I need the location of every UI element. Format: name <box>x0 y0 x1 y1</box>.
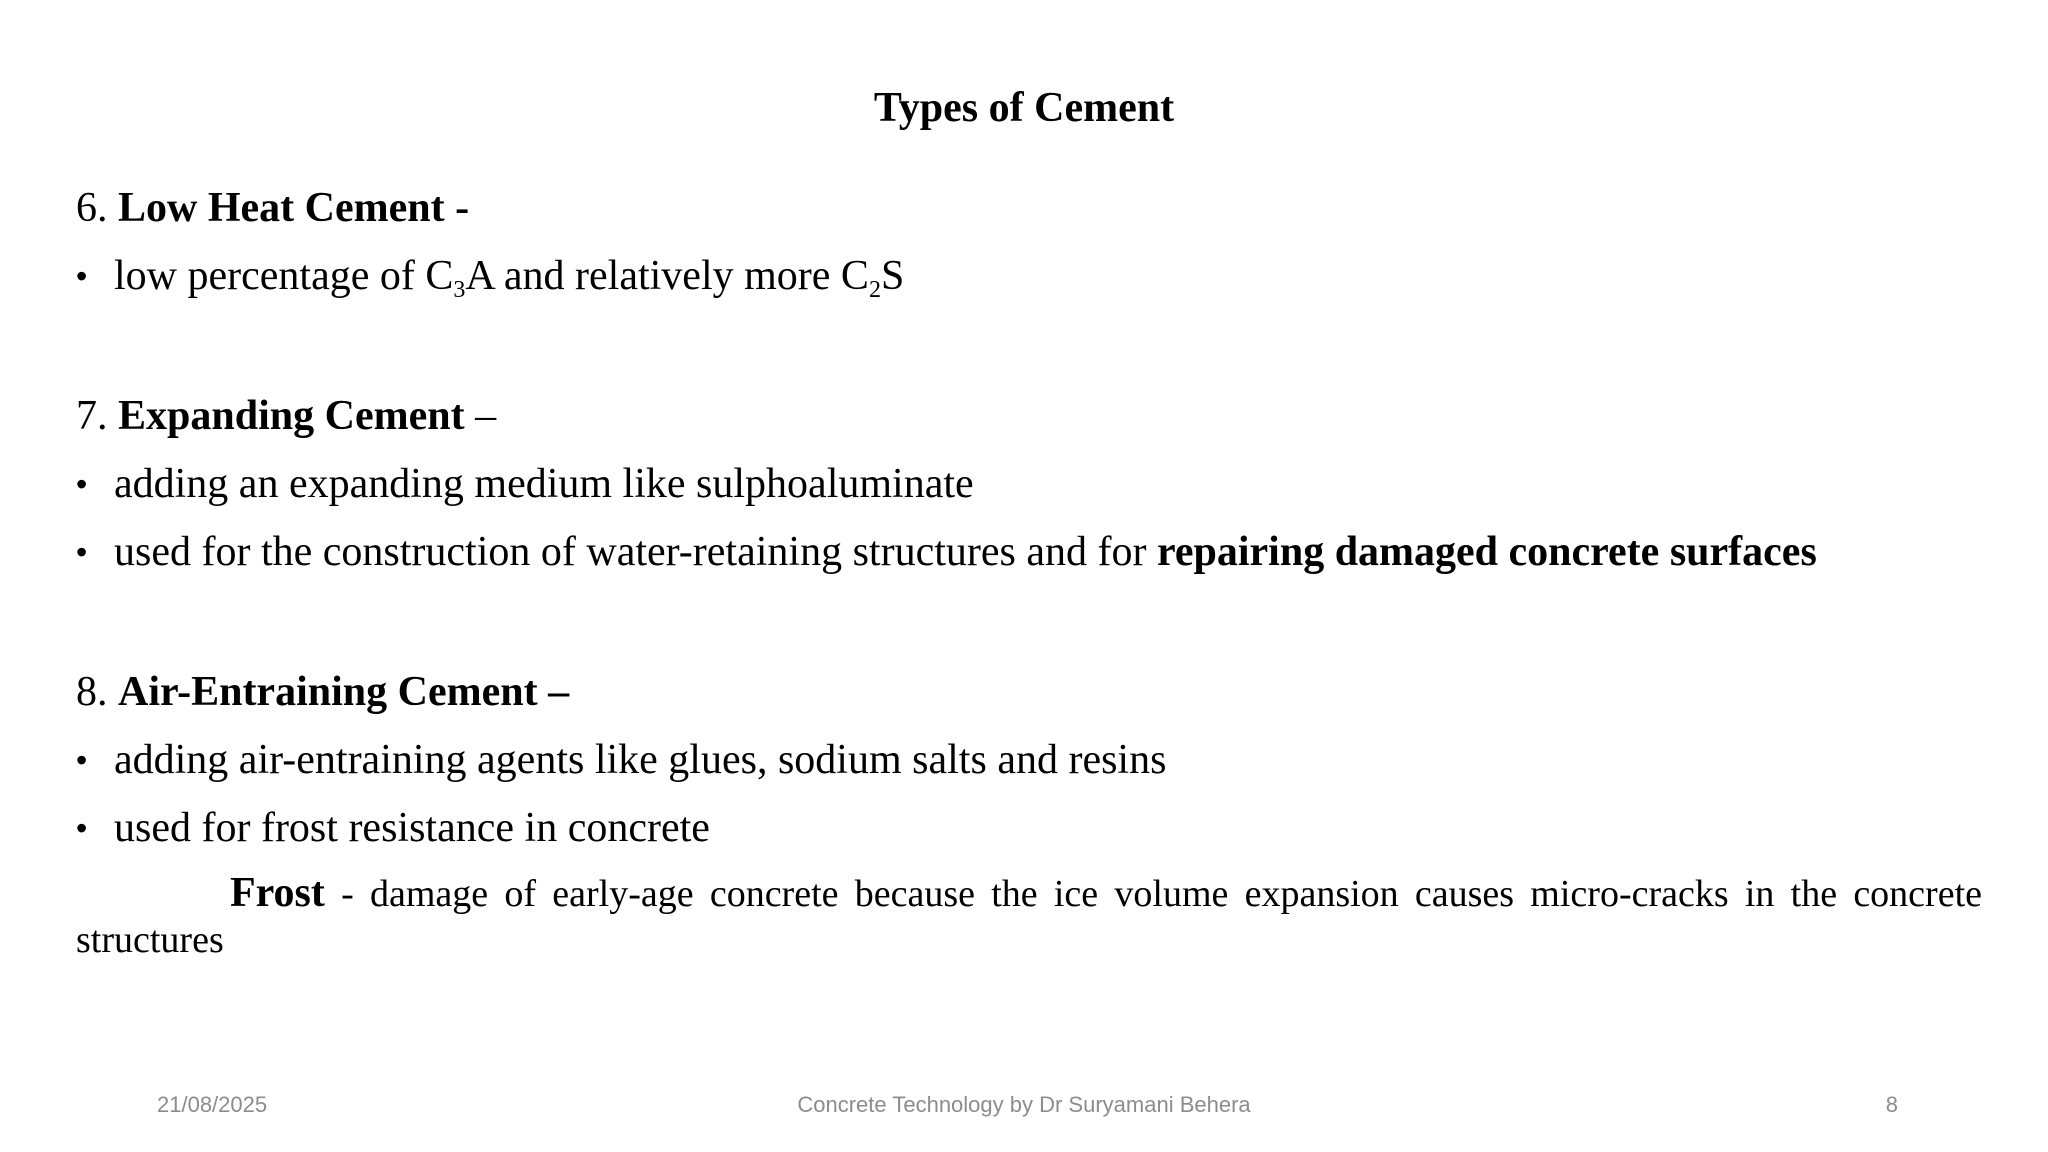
bullet-icon: • <box>76 742 88 778</box>
bullet-text: used for the construction of water-retaining structures and for <box>114 529 1157 575</box>
frost-definition-text: - damage of early-age concrete because the ice volume expansion causes micro-cracks in the concrete structures <box>76 873 1982 961</box>
bullet-text: low percentage of $C_3A$ and relatively more $C_2S$ <box>114 253 905 303</box>
bullet-text: adding an expanding medium like sulphoaluminate <box>114 461 974 507</box>
footer-date: 21/08/2025 <box>157 1092 268 1117</box>
footer-title: Concrete Technology by Dr Suryamani Behera <box>797 1092 1251 1117</box>
subscript: 3 <box>453 277 466 303</box>
bullet-emphasis: repairing damaged concrete surfaces <box>1156 529 1817 575</box>
section-heading-low-heat-cement <box>76 180 1982 236</box>
bullet-icon: • <box>76 810 88 846</box>
slide-title: Types of Cement <box>873 85 1175 131</box>
frost-definition <box>76 870 1982 963</box>
bullet-icon: • <box>76 466 88 502</box>
section-heading-air-entraining-cement <box>76 664 1982 720</box>
bullet-item <box>76 732 1982 788</box>
bullet-item <box>76 524 1982 580</box>
bullet-icon: • <box>76 534 88 570</box>
frost-term: Frost <box>230 870 325 916</box>
bullet-text: adding air-entraining agents like glues, sodium salts and resins <box>114 737 1167 783</box>
bullet-text: used for frost resistance in concrete <box>114 805 710 851</box>
section-name: Air-Entraining Cement – <box>118 669 570 715</box>
bullet-item <box>76 800 1982 856</box>
section-number: 7. <box>76 393 108 439</box>
section-heading-expanding-cement <box>76 388 1982 444</box>
section-suffix: – <box>464 393 497 439</box>
bullet-item <box>76 456 1982 512</box>
slide-content <box>76 180 1982 963</box>
footer-page-number: 8 <box>1885 1092 1898 1117</box>
subscript: 2 <box>868 277 881 303</box>
section-name: Low Heat Cement - <box>118 185 470 231</box>
bullet-item <box>76 248 1982 304</box>
section-name: Expanding Cement <box>118 393 465 439</box>
section-number: 6. <box>76 185 108 231</box>
bullet-icon: • <box>76 258 88 294</box>
section-number: 8. <box>76 669 108 715</box>
